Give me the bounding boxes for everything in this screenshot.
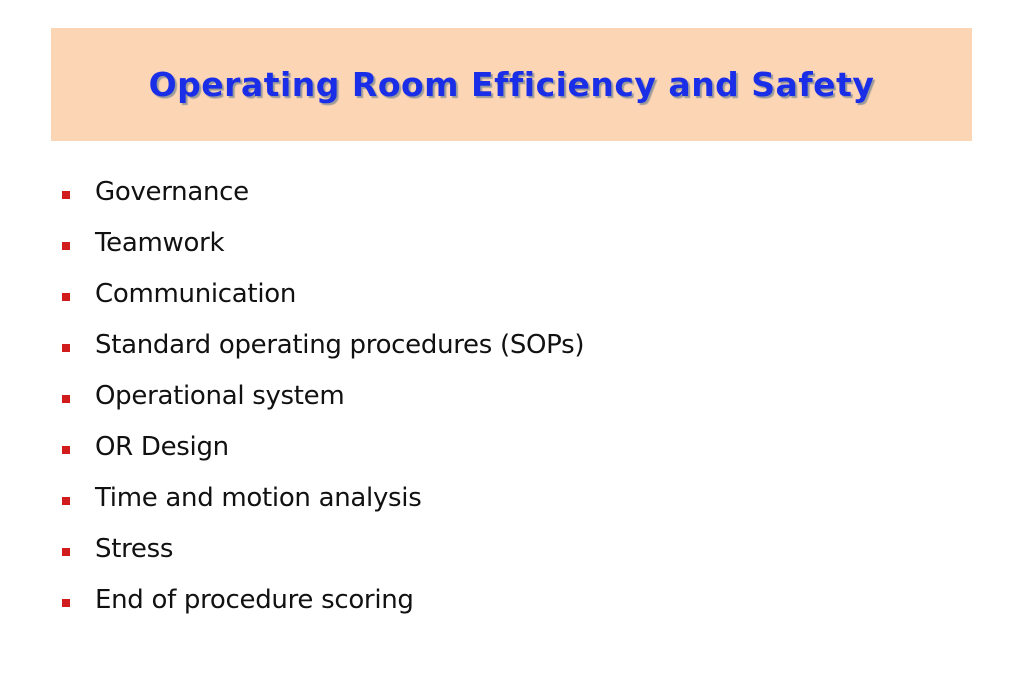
square-bullet-icon xyxy=(62,191,70,199)
square-bullet-icon xyxy=(62,599,70,607)
list-item xyxy=(58,523,958,574)
list-item xyxy=(58,421,958,472)
bullet-text: Operational system xyxy=(95,380,345,411)
list-item xyxy=(58,370,958,421)
square-bullet-icon xyxy=(62,548,70,556)
square-bullet-icon xyxy=(62,497,70,505)
square-bullet-icon xyxy=(62,446,70,454)
list-item xyxy=(58,268,958,319)
bullet-text: Teamwork xyxy=(95,227,225,258)
title-banner xyxy=(51,28,972,141)
square-bullet-icon xyxy=(62,242,70,250)
bullet-text: Communication xyxy=(95,278,297,309)
square-bullet-icon xyxy=(62,344,70,352)
bullet-text: End of procedure scoring xyxy=(95,584,414,615)
square-bullet-icon xyxy=(62,395,70,403)
list-item xyxy=(58,472,958,523)
bullet-text: OR Design xyxy=(95,431,229,462)
list-item xyxy=(58,166,958,217)
list-item xyxy=(58,319,958,370)
square-bullet-icon xyxy=(62,293,70,301)
bullet-text: Standard operating procedures (SOPs) xyxy=(95,329,585,360)
slide-title: Operating Room Efficiency and Safety xyxy=(148,65,875,104)
bullet-text: Stress xyxy=(95,533,174,564)
list-item xyxy=(58,217,958,268)
bullet-text: Governance xyxy=(95,176,249,207)
list-item xyxy=(58,574,958,625)
bullet-text: Time and motion analysis xyxy=(95,482,422,513)
bullet-list xyxy=(58,166,958,625)
